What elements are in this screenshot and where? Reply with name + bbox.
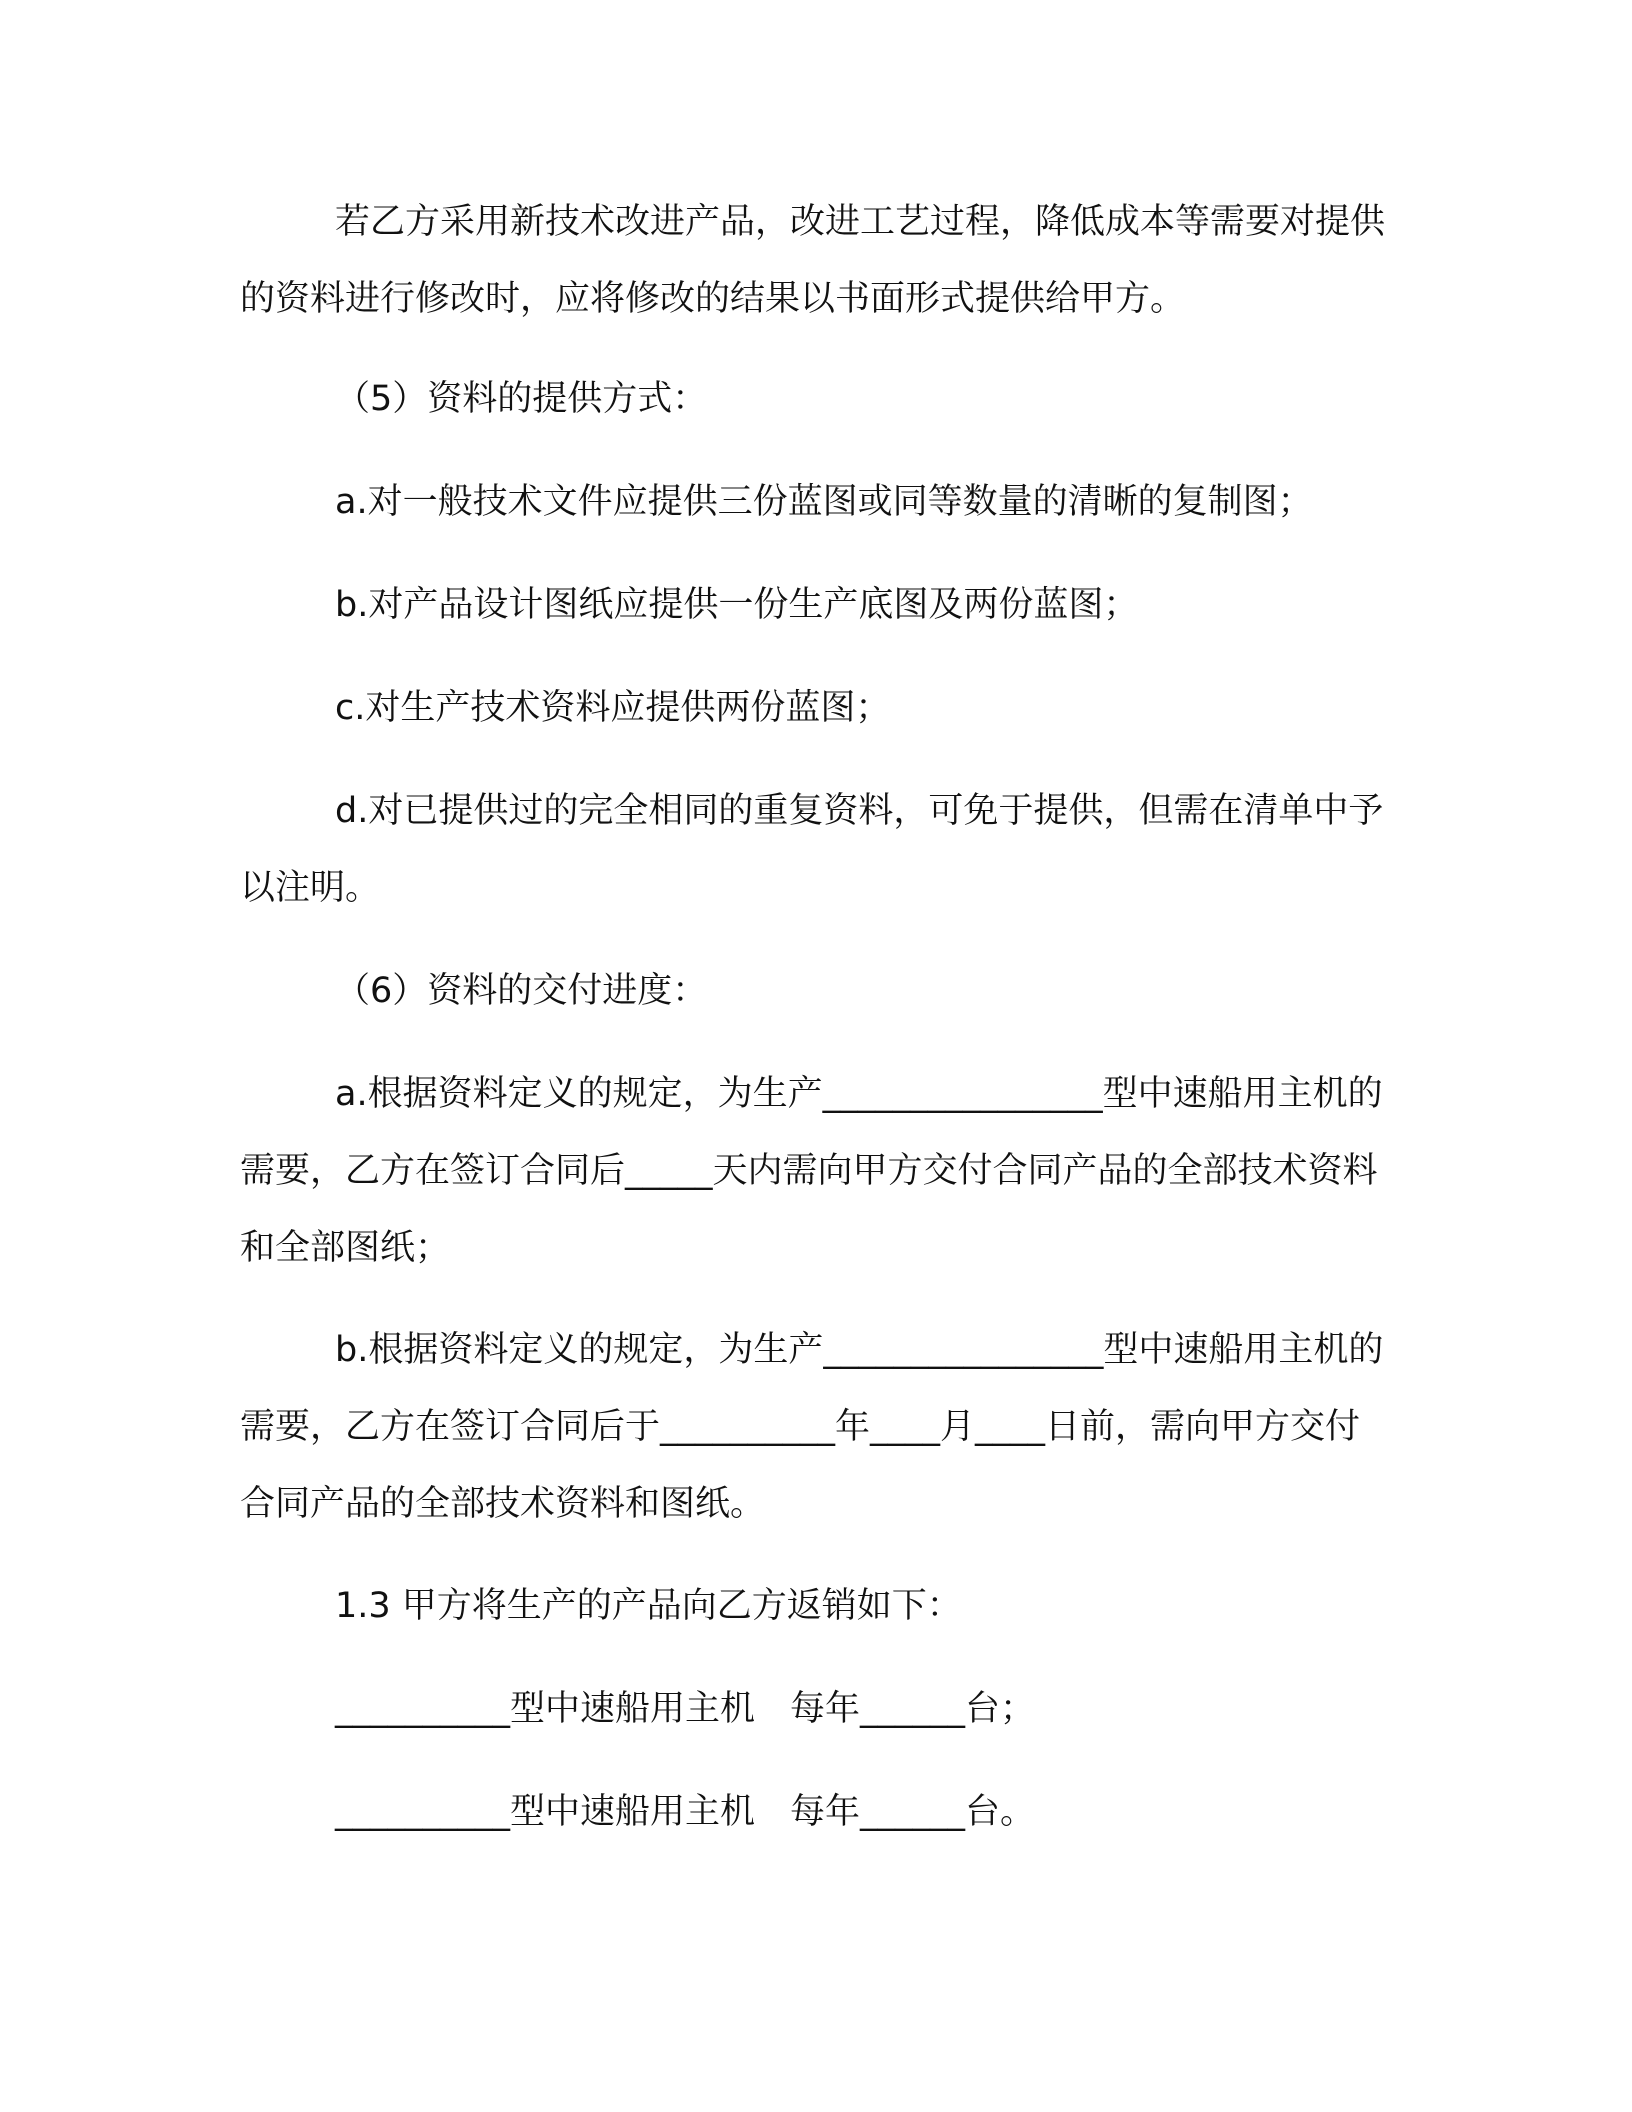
delivery-item-b: b.根据资料定义的规定，为生产________________型中速船用主机的需要，乙方在签订合同后于__________年____月____日前，需向甲方交付合同产品的全部技术资料和图纸。 — [240, 1330, 1384, 1524]
list-item-d: d.对已提供过的完全相同的重复资料，可免于提供，但需在清单中予以注明。 — [240, 791, 1384, 908]
paragraph-revision-note: 若乙方采用新技术改进产品，改进工艺过程，降低成本等需要对提供的资料进行修改时，应将修改的结果以书面形式提供给甲方。 — [240, 202, 1386, 319]
section-heading-5: （5）资料的提供方式： — [335, 379, 708, 419]
list-item-b: b.对产品设计图纸应提供一份生产底图及两份蓝图； — [335, 585, 1139, 625]
buyback-line-1: __________型中速船用主机 每年______台； — [335, 1689, 1036, 1729]
section-heading-6: （6）资料的交付进度： — [335, 971, 708, 1011]
list-item-a: a.对一般技术文件应提供三份蓝图或同等数量的清晰的复制图； — [335, 482, 1313, 522]
section-heading-1-3: 1.3 甲方将生产的产品向乙方返销如下： — [335, 1586, 962, 1626]
list-item-c: c.对生产技术资料应提供两份蓝图； — [335, 688, 891, 728]
delivery-item-a: a.根据资料定义的规定，为生产________________型中速船用主机的需要，乙方在签订合同后_____天内需向甲方交付合同产品的全部技术资料和全部图纸； — [240, 1074, 1383, 1268]
buyback-line-2: __________型中速船用主机 每年______台。 — [335, 1792, 1036, 1832]
